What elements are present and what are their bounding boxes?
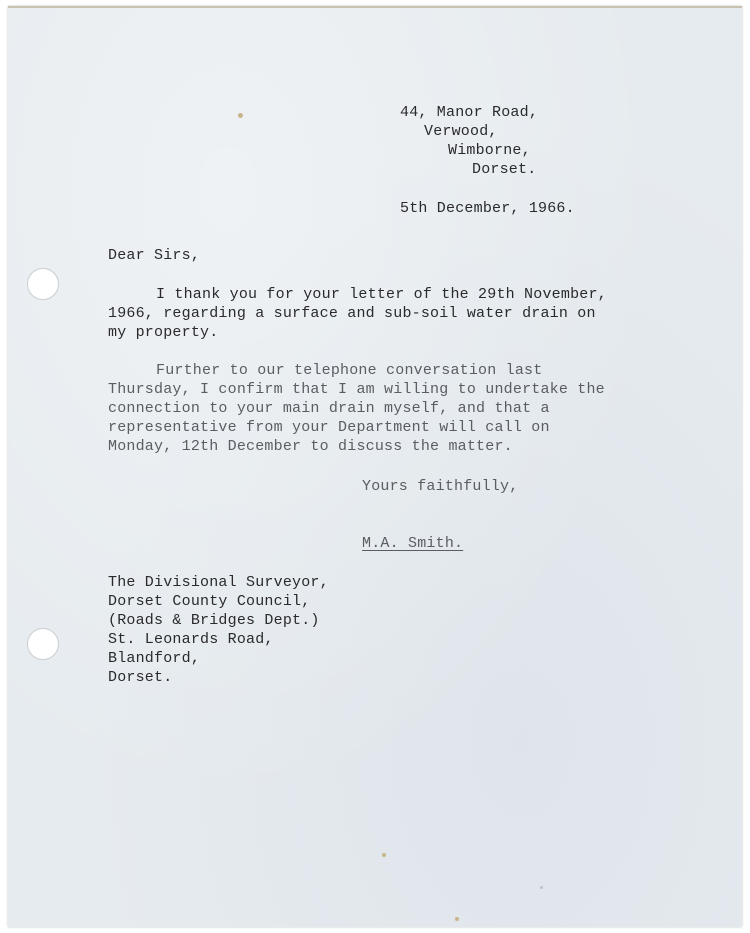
recipient-address-line: Dorset County Council,: [108, 593, 311, 610]
letter-paper: [8, 6, 742, 927]
sender-address-line: Verwood,: [424, 123, 498, 140]
paragraph-2-line: representative from your Department will call on: [108, 419, 550, 436]
recipient-address-line: Blandford,: [108, 650, 201, 667]
salutation: Dear Sirs,: [108, 247, 201, 264]
paper-speck: [238, 113, 243, 118]
punch-hole-top: [27, 268, 59, 300]
paragraph-2-line: Further to our telephone conversation last: [156, 362, 543, 379]
punch-hole-bottom: [27, 628, 59, 660]
paragraph-2-line: Thursday, I confirm that I am willing to undertake the: [108, 381, 605, 398]
recipient-address-line: The Divisional Surveyor,: [108, 574, 329, 591]
paper-top-edge: [8, 6, 742, 8]
recipient-address-line: St. Leonards Road,: [108, 631, 274, 648]
recipient-address-line: (Roads & Bridges Dept.): [108, 612, 320, 629]
paper-speck: [455, 917, 459, 921]
paragraph-1-line: my property.: [108, 324, 219, 341]
paragraph-2-line: Monday, 12th December to discuss the matter.: [108, 438, 513, 455]
signature: M.A. Smith.: [362, 535, 464, 552]
paragraph-2-line: connection to your main drain myself, and that a: [108, 400, 550, 417]
paragraph-1-line: I thank you for your letter of the 29th November,: [156, 286, 607, 303]
paragraph-1-line: 1966, regarding a surface and sub-soil water drain on: [108, 305, 596, 322]
letter-date: 5th December, 1966.: [400, 200, 575, 217]
paper-speck: [540, 886, 543, 889]
recipient-address-line: Dorset.: [108, 669, 173, 686]
closing: Yours faithfully,: [362, 478, 519, 495]
paper-speck: [382, 853, 386, 857]
sender-address-line: Wimborne,: [448, 142, 531, 159]
sender-address-line: Dorset.: [472, 161, 537, 178]
sender-address-line: 44, Manor Road,: [400, 104, 539, 121]
